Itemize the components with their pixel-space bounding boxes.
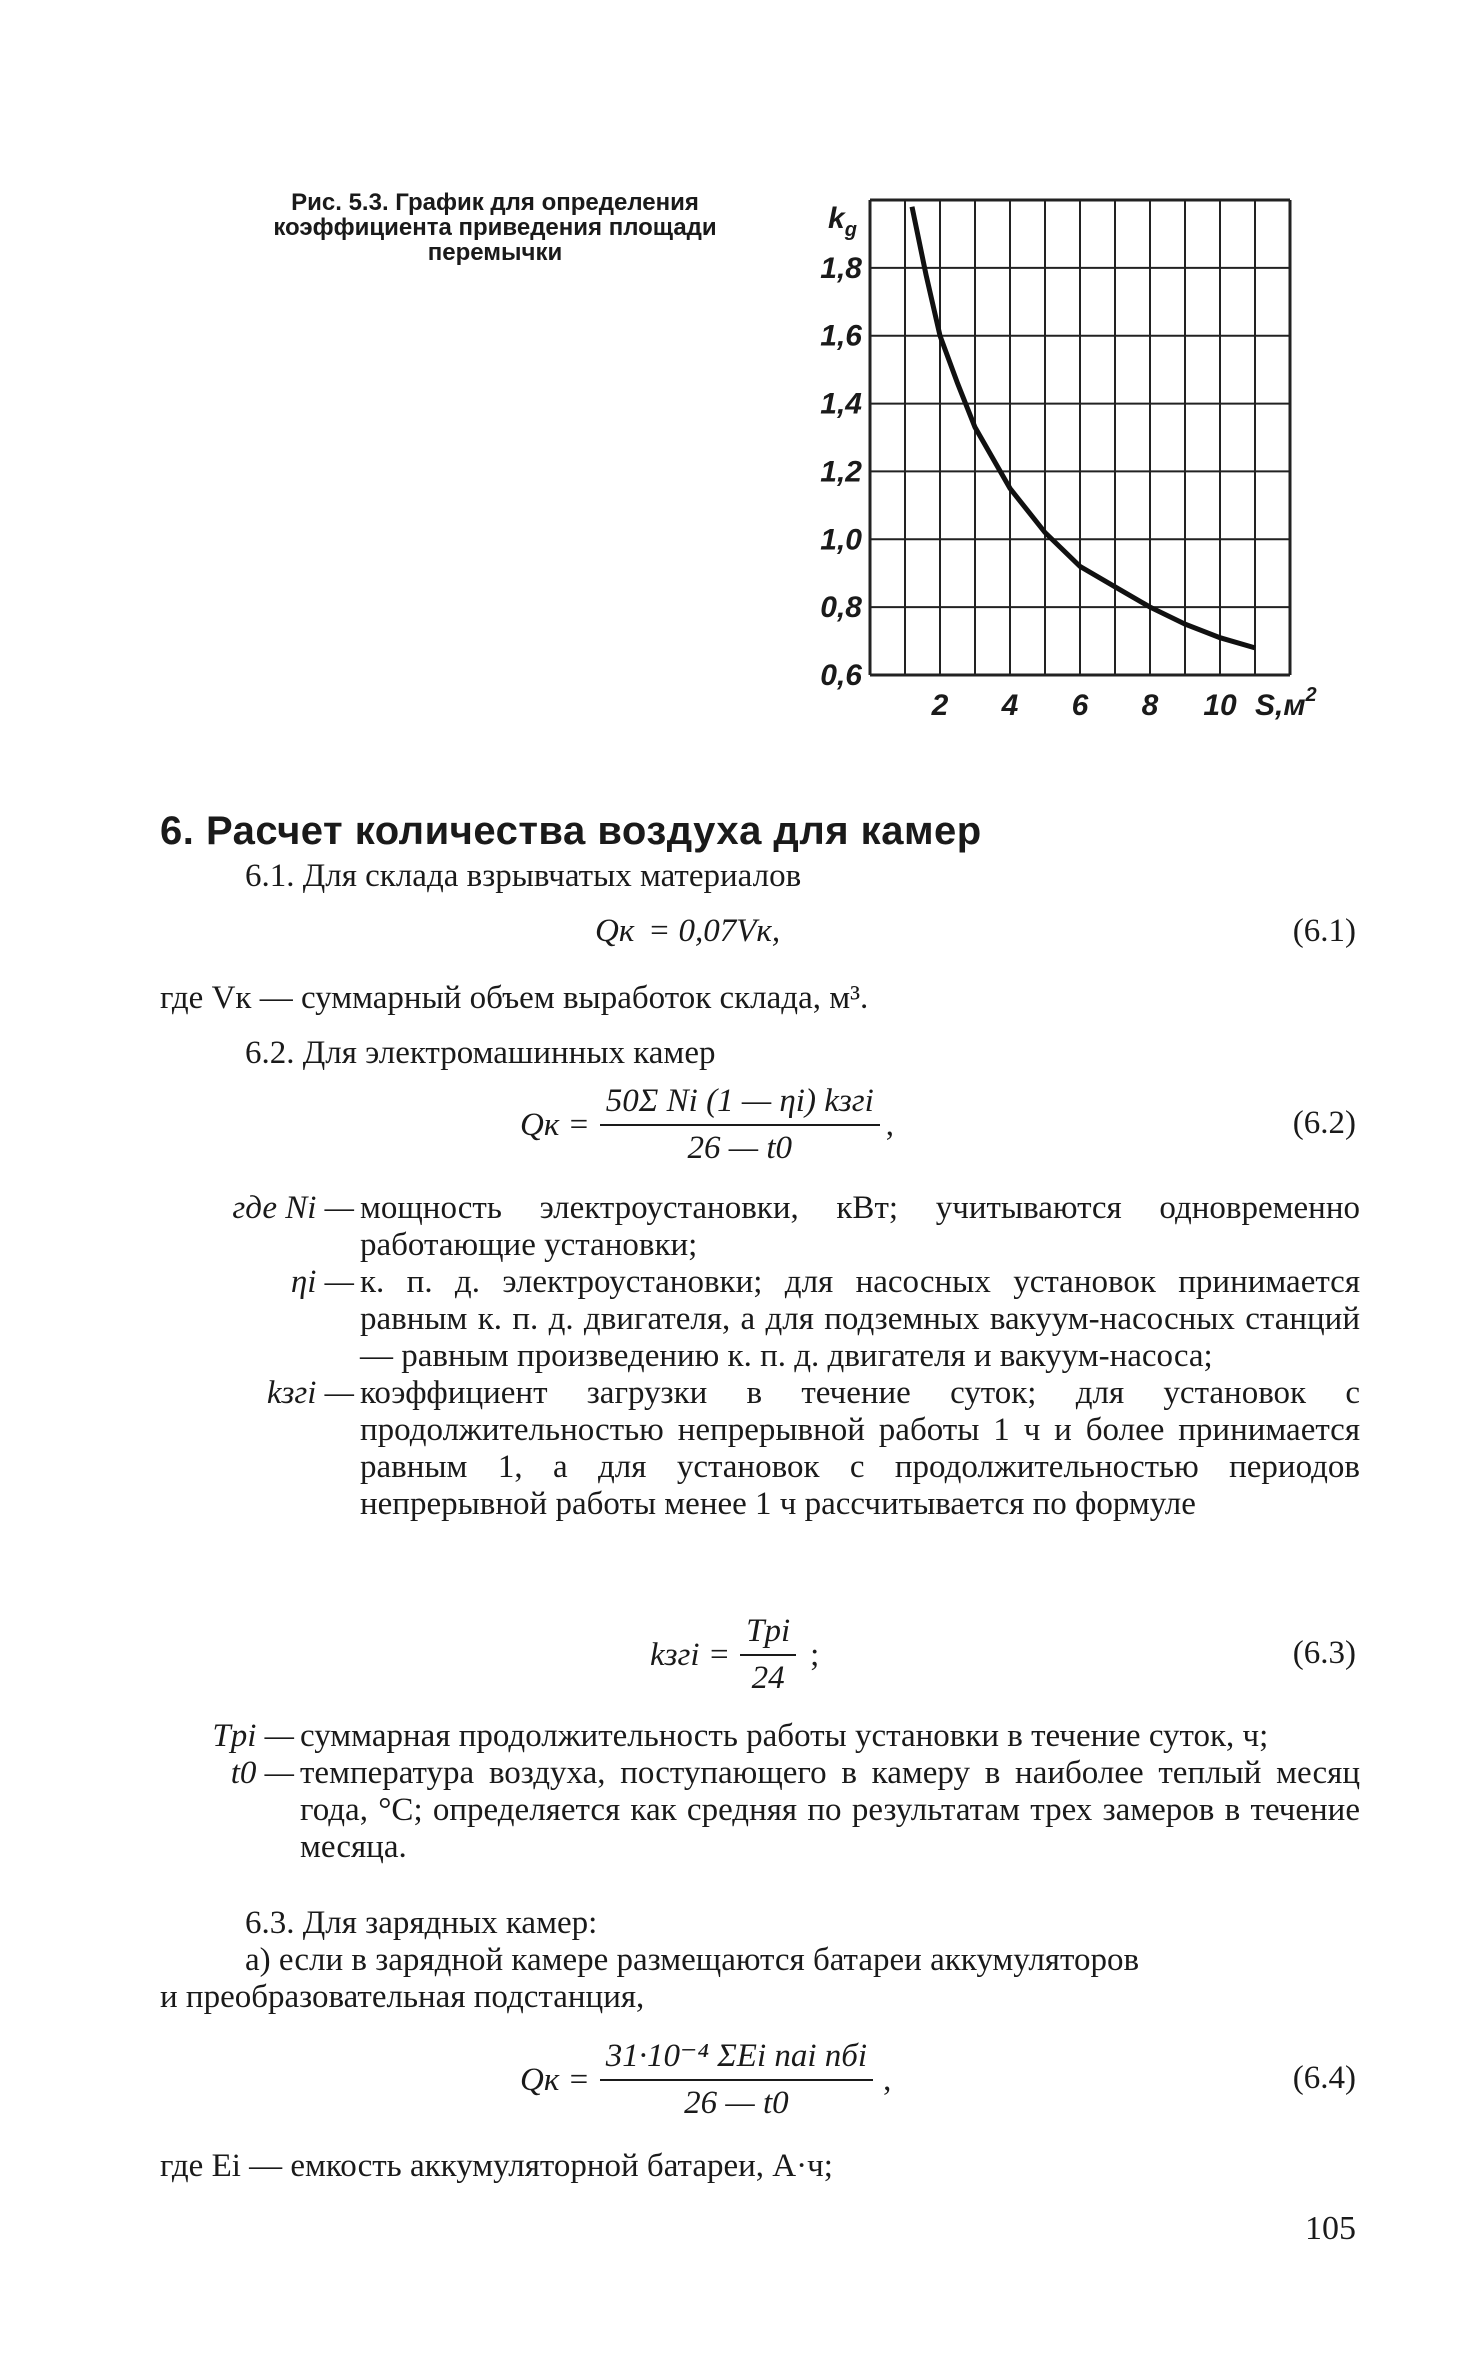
eq64-numerator: 31·10⁻⁴ ΣEi nai nбi <box>600 2038 873 2081</box>
x-tick-label: 2 <box>931 689 949 722</box>
x-tick-labels <box>931 689 1237 722</box>
y-axis-label-sub: g <box>844 219 857 241</box>
eq62-numerator: 50Σ Ni (1 — ηi) kзгi <box>600 1083 880 1126</box>
eq63-tail: ; <box>810 1636 820 1673</box>
eq64-denominator: 26 — t0 <box>684 2085 789 2121</box>
x-tick-label: 4 <box>1001 689 1019 722</box>
equation-6-4 <box>0 2030 1476 2130</box>
y-tick-label: 0,6 <box>820 659 862 692</box>
eq62-tail: , <box>885 1106 895 1143</box>
eq64-number: (6.4) <box>1292 2060 1356 2096</box>
eq62-number: (6.2) <box>1292 1105 1356 1141</box>
definition-row: где Ni — мощность электроустановки, кВт; учитываются одновременно работающие установки; <box>232 1190 1360 1263</box>
figure-caption: Рис. 5.3. График для определения коэффициента приведения площади перемычки <box>273 189 717 266</box>
x-tick-label: 6 <box>1071 689 1089 722</box>
x-axis-label: $S,м^2$ <box>1255 684 1317 722</box>
eq63-lhs: kзгi = <box>650 1636 731 1673</box>
y-tick-label: 1,6 <box>820 319 862 353</box>
equation-6-3 <box>0 1605 1476 1705</box>
paragraph-6-2: 6.2. Для электромашинных камер <box>245 1035 716 1071</box>
y-tick-label: 1,0 <box>820 523 862 557</box>
x-tick-label: 10 <box>1203 689 1237 722</box>
chart-grid <box>870 200 1290 675</box>
definitions-6-2 <box>160 1190 1360 1523</box>
eq62-lhs: Qк = <box>520 1106 590 1143</box>
x-axis-label-sup: 2 <box>1305 684 1317 706</box>
where-6-1: где Vк — суммарный объем выработок склада, м³. <box>160 980 869 1016</box>
eq63-numerator: Tpi <box>740 1613 796 1656</box>
where-6-4: где Ei — емкость аккумуляторной батареи, А·ч; <box>160 2148 833 2184</box>
paragraph-6-3: 6.3. Для зарядных камер: <box>245 1905 598 1941</box>
paragraph-6-3-a-line2: и преобразовательная подстанция, <box>160 1979 645 2015</box>
page-number: 105 <box>1305 2210 1356 2247</box>
eq64-lhs: Qк = <box>520 2061 590 2098</box>
y-tick-label: 1,2 <box>820 455 862 489</box>
equation-6-2 <box>0 1075 1476 1175</box>
definition-row: kзгi — коэффициент загрузки в течение суток; для установок с продолжительностью непрерывной работы 1 ч и более принимается равным 1, а для установок с продолжительностью периодов непрерывной работы менее 1 ч рассчитывается по формуле <box>266 1375 1360 1522</box>
x-tick-label: 8 <box>1141 689 1159 722</box>
y-tick-label: 1,4 <box>820 387 862 421</box>
y-tick-label: 0,8 <box>820 591 862 625</box>
kg-chart <box>800 190 1340 750</box>
kg-curve <box>912 207 1255 648</box>
eq61-rhs: = 0,07Vк, <box>648 913 781 949</box>
y-tick-labels <box>820 252 862 692</box>
eq63-number: (6.3) <box>1292 1635 1356 1671</box>
paragraph-6-1: 6.1. Для склада взрывчатых материалов <box>245 858 802 894</box>
y-tick-label: 1,8 <box>820 251 862 285</box>
eq62-denominator: 26 — t0 <box>687 1130 793 1166</box>
y-axis-label: $k_g$ <box>828 202 857 241</box>
eq61-number: (6.1) <box>1292 913 1356 949</box>
definitions-6-3 <box>130 1718 1360 1866</box>
eq61-lhs: Qк <box>595 913 635 949</box>
eq64-tail: , <box>883 2061 892 2098</box>
definition-row: t0 — температура воздуха, поступающего в камеру в наиболее теплый месяц года, °С; определяется как средняя по результатам трех замеров в течение месяца. <box>230 1755 1360 1865</box>
eq63-denominator: 24 <box>751 1660 785 1696</box>
section-title: 6. Расчет количества воздуха для камер <box>160 809 982 853</box>
paragraph-6-3-a-line1: а) если в зарядной камере размещаются батареи аккумуляторов <box>245 1942 1140 1978</box>
definition-row: ηi — к. п. д. электроустановки; для насосных установок принимается равным к. п. д. двигателя, а для подземных вакуум-насосных станций — равным произведению к. п. д. двигателя и вакуум-насоса; <box>290 1264 1360 1374</box>
definition-row: Tpi — суммарная продолжительность работы установки в течение суток, ч; <box>212 1718 1269 1754</box>
